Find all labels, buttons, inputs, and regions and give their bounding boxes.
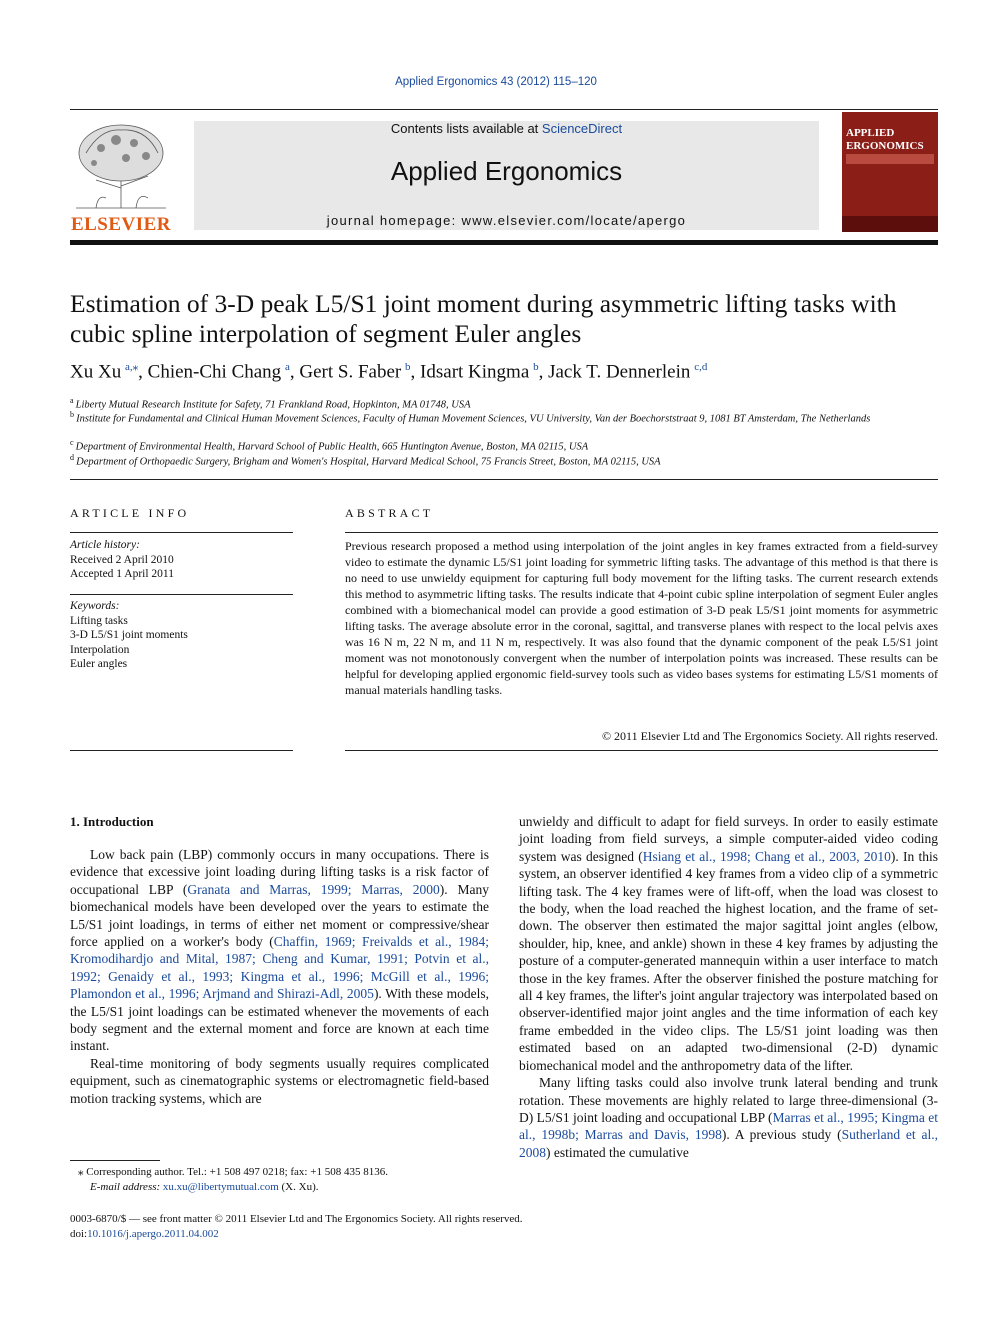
affiliation-mark: d	[70, 453, 74, 462]
author-list: Xu Xu $^{a,⁎}$, Chien-Chi Chang $^a$, Gert S. Faber $^b$, Idsart Kingma $^b$, Jack T. Dennerlein $^{c,d}$	[70, 361, 708, 383]
cover-band	[846, 154, 934, 164]
received-date: Received 2 April 2010	[70, 553, 174, 566]
email-note	[70, 1180, 489, 1195]
body-text: ). With these models, the L5/S1 joint loadings can be estimated whenever the movements of each body segment and the external moment and force are known at each time instant.	[70, 986, 489, 1054]
citation-link[interactable]: Hsiang et al., 1998; Chang et al., 2003, 2010	[642, 848, 891, 864]
affiliation-mark: a	[70, 396, 74, 405]
citation-link[interactable]: Marras et al., 1995; Kingma et al., 1998b; Marras and Davis, 1998	[519, 1109, 938, 1143]
cover-bottom	[842, 216, 938, 232]
body-paragraph	[519, 1074, 938, 1161]
keyword: Euler angles	[70, 658, 128, 670]
author-name: Jack T. Dennerlein	[548, 361, 691, 383]
section-heading: 1. Introduction	[70, 814, 154, 829]
citation-link[interactable]: Sutherland et al., 2008	[519, 1127, 939, 1160]
corresponding-author-note: ⁎ Corresponding author. Tel.: +1 508 497 0218; fax: +1 508 435 8136.	[78, 1166, 388, 1178]
body-paragraph	[519, 813, 938, 1074]
abstract-rule	[345, 750, 938, 751]
body-text: ). In this system, an observer identified 4 key frames from a video clip of a symmetric lifting task. The 4 key frames were of lift-off, when the load was closest to the body, when the load reached the highest location, and the frame of set-down. The observer then estimated the major sagittal joint angles (elbow, shoulder, hip, knee, and ankle) shown in these 4 key frames by adjusting the posture of a computer-generated mannequin within a user interface to match those in the key frames. After the observer finished the posture matching for all 4 key frames, the lifter's joint angular trajectory was interpolated based on observer-identified major joint angles and the time information of each key frame embedded in the video clips. The L5/S1 joint loading was then estimated based on an adapted two-dimensional (2-D) dynamic biomechanical model and the anthropometry data of the lifter.	[519, 848, 939, 1073]
body-text: Real-time monitoring of body segments usually requires complicated equipment, such as cinematographic systems or electromagnetic field-based motion tracking systems, which are	[70, 1055, 489, 1106]
journal-homepage	[194, 213, 819, 228]
accepted-date: Accepted 1 April 2011	[70, 568, 175, 580]
header-rule	[70, 109, 938, 110]
affiliation-text: Institute for Fundamental and Clinical Human Movement Sciences, Faculty of Human Movement Sciences, VU University, Van der Boechorststraat 9, 1081 BT Amsterdam, The Netherlands	[76, 413, 871, 425]
article-history	[70, 538, 293, 582]
email-label: E-mail address:	[90, 1181, 163, 1193]
keywords-label: Keywords:	[70, 600, 120, 612]
doi-link[interactable]: 10.1016/j.apergo.2011.04.002	[87, 1227, 219, 1240]
abstract-heading: ABSTRACT	[345, 506, 434, 520]
header-thick-rule	[70, 240, 938, 245]
cover-title-line2: ERGONOMICS	[846, 140, 924, 152]
abstract-text: Previous research proposed a method using interpolation of the joint angles in key frames extracted from a field-survey video to estimate the dynamic L5/S1 joint loading for symmetric lifting tasks. The advantage of this method is that there is no need to use unwieldy equipment for capturing full body movement for the lifting tasks. The current research extends this method to asymmetric lifting tasks. The results indicate that 4-point cubic spline interpolation of segment Euler angles combined with a biomechanical model can provide a good estimation of 3-D peak L5/S1 joint moments for asymmetric lifting tasks. The average absolute error in the coronal, sagittal, and transverse planes with respect to the local pelvis axes was 16 N m, 22 N m, and 11 N m, respectively. It was also found that the dynamic component of the peak L5/S1 joint moment was not monotonously convergent when the number of interpolation points was increased. These results can be helpful for developing applied ergonomic field-survey tools such as video bases systems for estimating L5/S1 moments of manual materials handling tasks.	[345, 539, 938, 697]
body-text: Many lifting tasks could also involve trunk lateral bending and trunk rotation. These movements are highly related to large three-dimensional (3-D) L5/S1 joint loading and occupational LBP (	[519, 1075, 938, 1125]
affiliation-rule	[70, 479, 938, 480]
author-affiliation-mark[interactable]: b	[405, 361, 411, 373]
article-info-rule	[70, 750, 293, 751]
doi-label: doi:	[70, 1227, 88, 1240]
keyword: Interpolation	[70, 643, 130, 656]
homepage-prefix: journal homepage:	[326, 213, 462, 228]
affiliation-d	[70, 451, 938, 469]
author-name: Gert S. Faber	[299, 361, 402, 383]
author-affiliation-mark[interactable]: a,⁎	[125, 361, 139, 373]
body-text: ). A previous study (	[721, 1127, 842, 1143]
affiliation-b	[70, 408, 938, 426]
sciencedirect-link[interactable]: ScienceDirect	[541, 121, 623, 136]
contents-prefix: Contents lists available at	[390, 121, 542, 136]
affiliation-mark: b	[70, 410, 74, 419]
affiliation-mark: c	[70, 438, 74, 447]
article-info-rule	[70, 532, 293, 533]
elsevier-wordmark: ELSEVIER	[70, 214, 172, 235]
keyword: 3-D L5/S1 joint moments	[70, 629, 188, 641]
contents-line	[194, 121, 819, 136]
body-column-right	[519, 813, 938, 1161]
author-affiliation-mark[interactable]: b	[533, 361, 539, 373]
footnote-rule	[70, 1160, 160, 1161]
body-text: ) estimated the cumulative	[546, 1144, 689, 1160]
history-label: Article history:	[70, 539, 140, 551]
article-info-rule	[70, 594, 293, 595]
keyword: Lifting tasks	[70, 614, 128, 627]
citation-link[interactable]: Granata and Marras, 1999; Marras, 2000	[187, 881, 440, 897]
body-paragraph	[70, 846, 489, 1055]
body-paragraph	[70, 1055, 489, 1107]
issn-line: 0003-6870/$ — see front matter © 2011 Elsevier Ltd and The Ergonomics Society. All rights reserved.	[70, 1213, 523, 1225]
author-affiliation-mark[interactable]: a	[285, 361, 290, 373]
citation-link[interactable]: Chaffin, 1969; Freivalds et al., 1984; Kromodihardjo and Mital, 1987; Cheng and Kumar, 1991; Potvin et al., 1992; Genaidy et al., 1993; Kingma et al., 1996; McGill et al., 1996; Plamondon et al., 1996; Arjmand and Shirazi-Adl, 2005	[70, 934, 489, 1002]
email-suffix: (X. Xu).	[278, 1181, 319, 1193]
keywords-block	[70, 599, 293, 672]
body-text: ). Many biomechanical models have been developed over the years to estimate the L5/S1 joint loadings, in terms of either net moment or compressive/shear force applied on a worker's body (	[70, 881, 489, 950]
affiliation-text: Department of Environmental Health, Harvard School of Public Health, 665 Huntington Avenue, Boston, MA 02115, USA	[75, 441, 589, 453]
front-matter-footer	[70, 1212, 670, 1241]
affiliation-text: Liberty Mutual Research Institute for Safety, 71 Frankland Road, Hopkinton, MA 01748, USA	[75, 399, 471, 411]
cover-title-line1: APPLIED	[846, 127, 895, 139]
email-link[interactable]: xu.xu@libertymutual.com	[162, 1181, 279, 1193]
journal-title: Applied Ergonomics	[390, 156, 623, 186]
author-name: Chien-Chi Chang	[147, 361, 282, 383]
abstract-rule	[345, 532, 938, 533]
author-name: Idsart Kingma	[420, 361, 530, 383]
affiliation-text: Department of Orthopaedic Surgery, Brigham and Women's Hospital, Harvard Medical School, 75 Francis Street, Boston, MA 02115, USA	[76, 456, 661, 468]
author-name: Xu Xu	[70, 361, 122, 383]
doi-line	[70, 1227, 670, 1242]
footnote	[70, 1165, 489, 1195]
homepage-url[interactable]: www.elsevier.com/locate/apergo	[461, 213, 687, 228]
author-affiliation-mark[interactable]: c,d	[694, 361, 708, 373]
body-column-left	[70, 846, 489, 1107]
journal-citation[interactable]: Applied Ergonomics 43 (2012) 115–120	[395, 76, 597, 88]
body-text: unwieldy and difficult to adapt for field surveys. In order to easily estimate joint loading from field surveys, a simple computer-aided video coding system was designed (	[519, 814, 938, 864]
article-info-heading: ARTICLE INFO	[70, 506, 190, 520]
article-title: Estimation of 3-D peak L5/S1 joint moment during asymmetric lifting tasks with cubic spline interpolation of segment Euler angles	[70, 289, 897, 348]
abstract-copyright: © 2011 Elsevier Ltd and The Ergonomics Society. All rights reserved.	[601, 729, 938, 743]
body-text: Low back pain (LBP) commonly occurs in many occupations. There is evidence that excessive joint loading during lifting tasks is a risk factor of occupational LBP (	[70, 847, 489, 897]
